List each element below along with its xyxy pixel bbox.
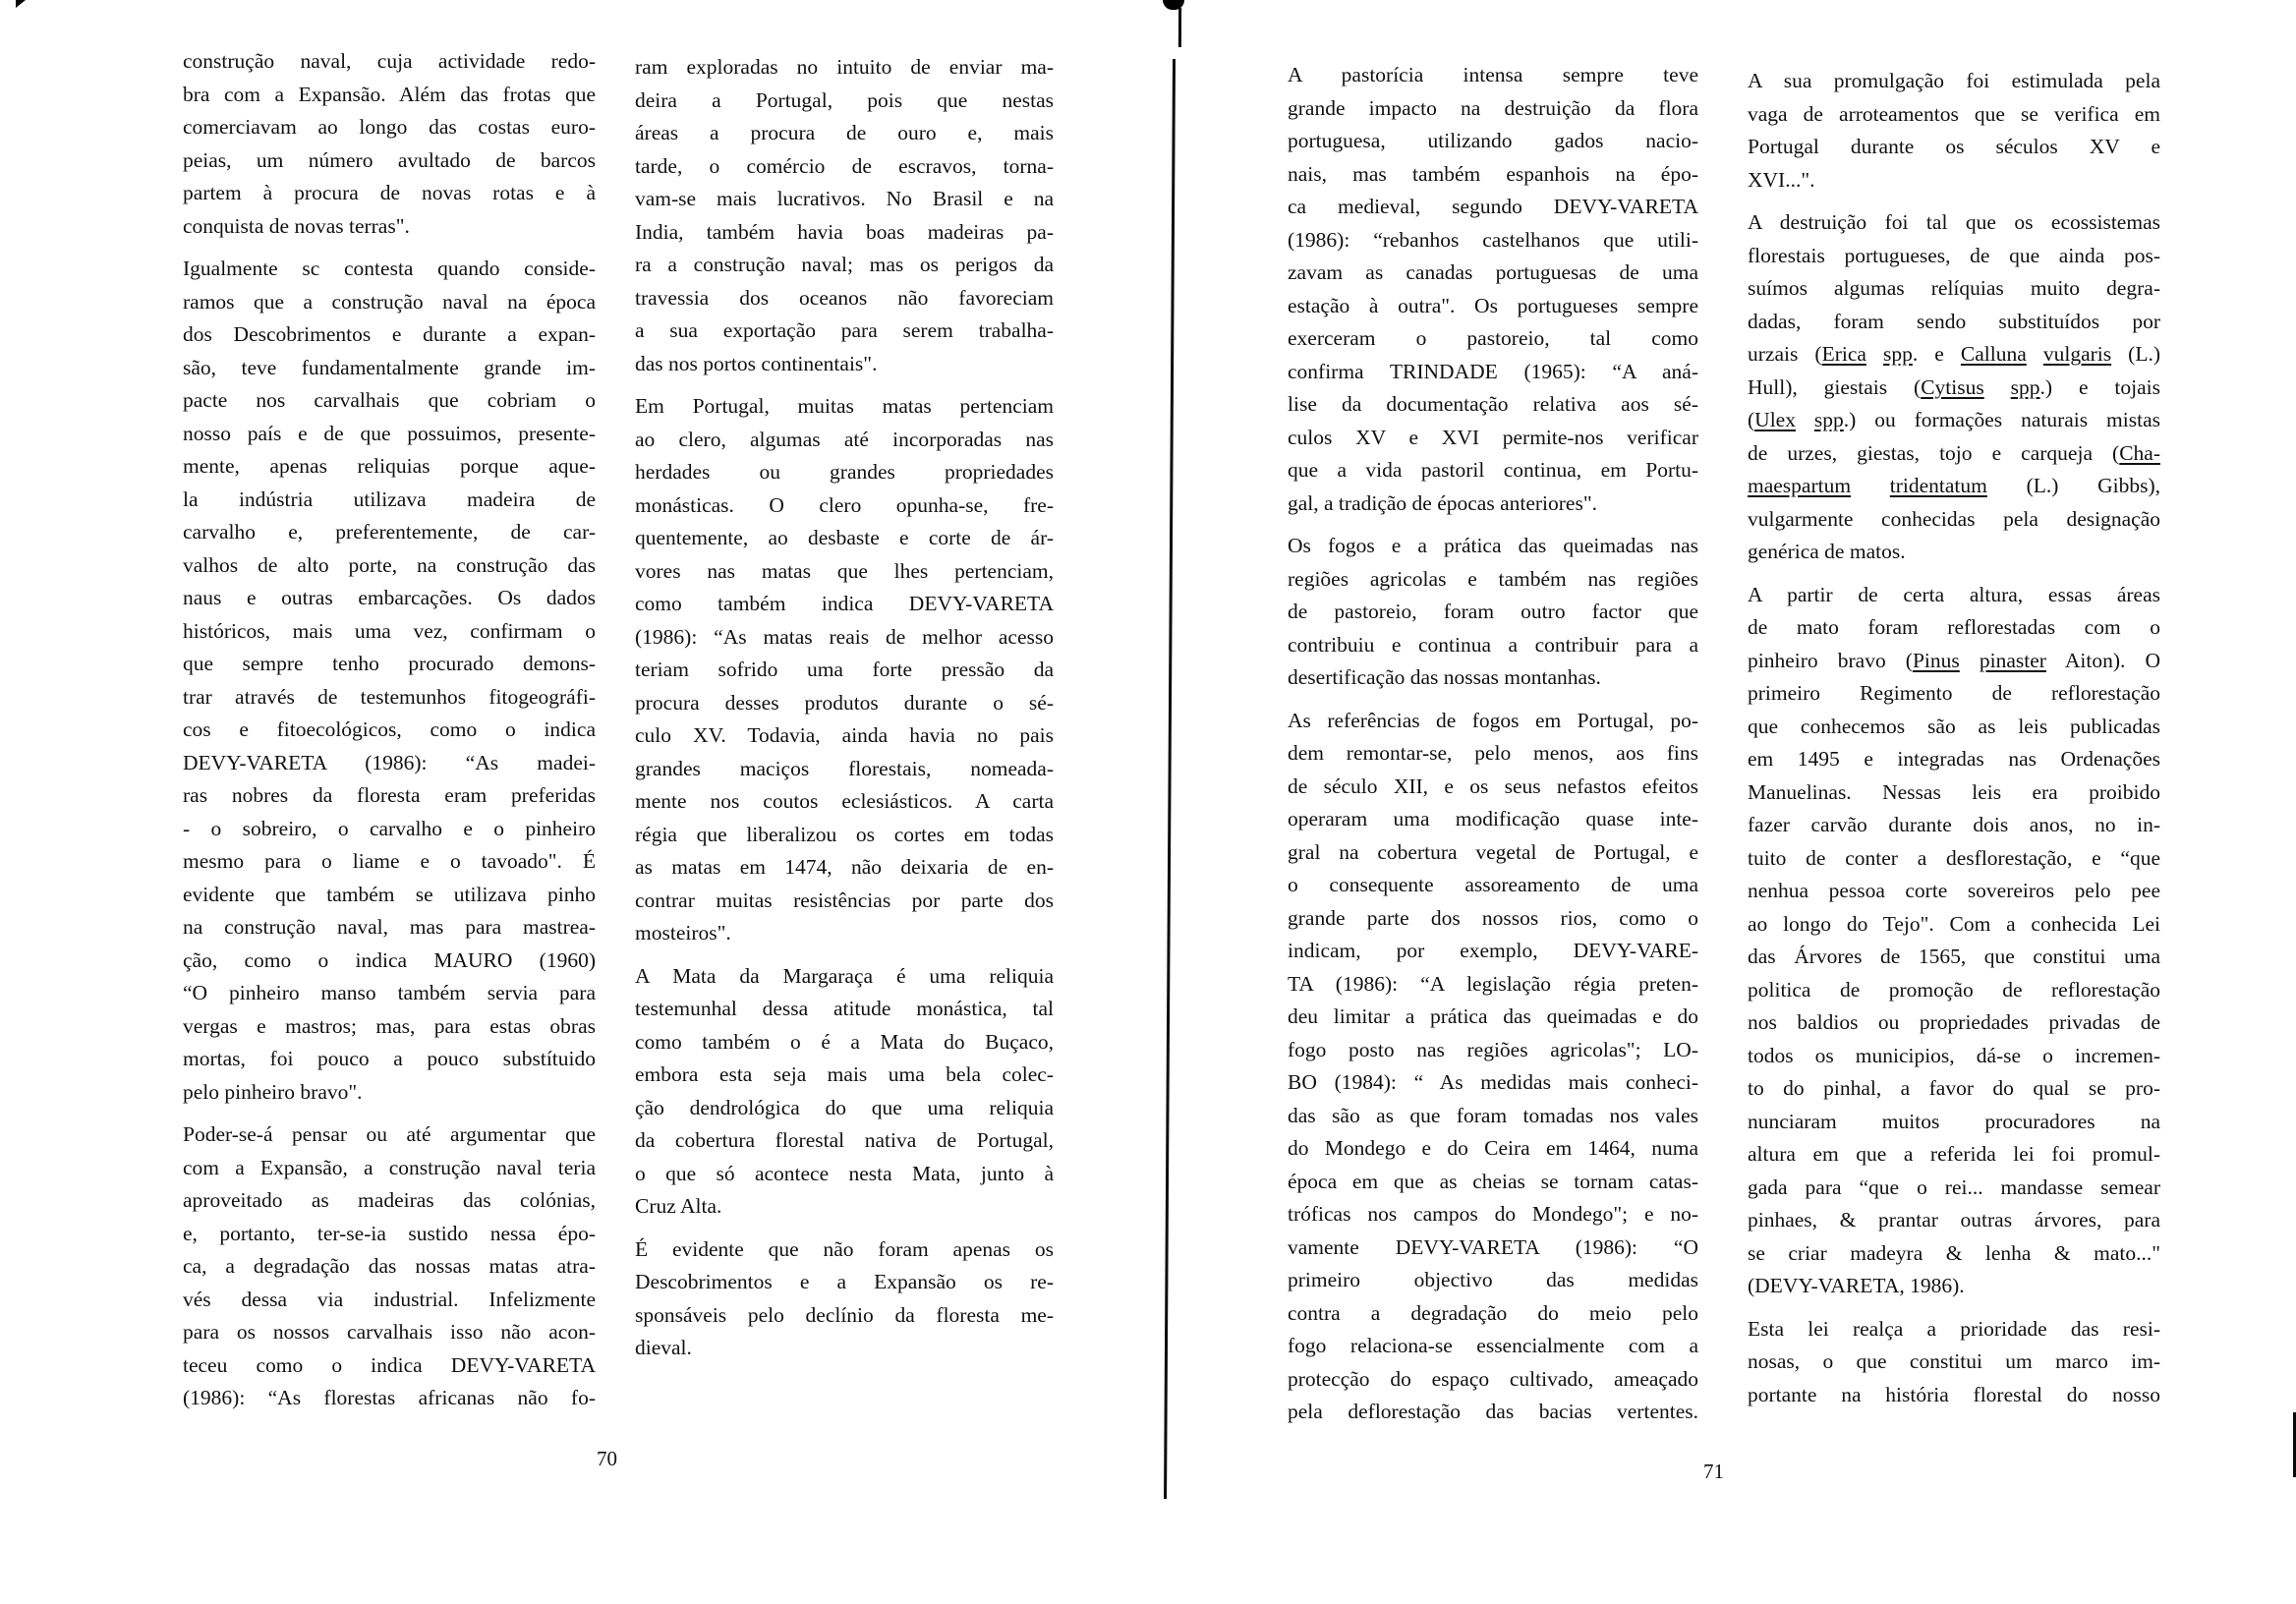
text-line: pelo pinheiro bravo". [183,1079,363,1104]
text-line: operaram uma modificação quase inte- [1288,807,1698,831]
text-line: cos e fitoecológicos, como o indica [183,717,596,741]
text-line: DEVY-VARETA (1986): “As madei- [183,750,596,774]
text-line: regiões agricolas e também nas regiões [1288,566,1698,591]
text-line: régia que liberalizou os cortes em todas [635,822,1054,846]
text-line: estação à outra". Os portugueses sempre [1288,293,1698,317]
text-line: grande impacto na destruição da flora [1288,95,1698,120]
text-line: desertificação das nossas montanhas. [1288,665,1601,689]
text-line: ção, como o indica MAURO (1960) [183,947,596,972]
text-line: que sempre tenho procurado demons- [183,652,596,675]
text-line: contrar muitas resistências por parte dos [635,888,1054,912]
text-line: nunciaram muitos procuradores na [1748,1109,2160,1133]
scientific-name: vulgaris [2042,342,2112,366]
text-line: ras nobres da floresta eram preferidas [183,783,596,807]
text-line: contra a degradação do meio pelo [1288,1300,1698,1325]
right-page [1179,0,2296,1604]
text-line: nos baldios ou propriedades privadas de [1748,1010,2160,1034]
text-line: se criar madeyra & lenha & mato..." [1748,1240,2160,1265]
text-line: como também o é a Mata do Buçaco, [635,1029,1054,1054]
text-line: peias, um número avultado de barcos [183,147,596,172]
text-line: to do pinhal, a favor do qual se pro- [1748,1076,2160,1100]
scientific-name: pinaster [1979,648,2046,672]
text-line: pacte nos carvalhais que cobriam o [183,388,596,412]
paragraph [1748,65,2160,197]
text-line: de urzes, giestas, tojo e carqueja (Cha- [1748,440,2160,465]
paragraph [1748,206,2160,569]
text-line: exerceram o pastoreio, tal como [1288,326,1698,350]
text-line: maespartum tridentatum (L.) Gibbs), [1748,474,2160,497]
text-line: A pastorícia intensa sempre teve [1288,63,1698,86]
text-line: na construção naval, mas para mastrea- [183,915,596,939]
text-line: culo XV. Todavia, ainda havia no pais [635,723,1054,747]
scientific-name: Erica [1821,342,1866,366]
text-line: travessia dos oceanos não favoreciam [635,285,1054,310]
text-line: (1986): “As florestas africanas não fo- [183,1386,596,1409]
text-line: deira a Portugal, pois que nestas [635,87,1054,112]
page-number-left: 70 [597,1447,617,1470]
text-line: As referências de fogos em Portugal, po- [1288,708,1698,732]
paragraph [635,1233,1054,1365]
text-line: confirma TRINDADE (1965): “A aná- [1288,359,1698,383]
text-line: vam-se mais lucrativos. No Brasil e na [635,187,1054,210]
paragraph [635,51,1054,380]
text-line: a sua exportação para serem trabalha- [635,318,1054,342]
text-line: A Mata da Margaraça é uma reliquia [635,963,1054,988]
text-line: Igualmente sc contesta quando conside- [183,257,596,280]
text-line: zavam as canadas portuguesas de uma [1288,260,1698,284]
text-line: pinheiro bravo (Pinus pinaster Aiton). O [1748,648,2161,672]
text-line: testemunhal dessa atitude monástica, tal [635,997,1054,1020]
scientific-name: spp [1813,408,1844,431]
text-line: urzais (Erica spp. e Calluna vulgaris (L.) [1748,342,2161,366]
text-line: portante na história florestal do nosso [1748,1382,2160,1406]
text-line: Esta lei realça a prioridade das resi- [1748,1316,2160,1341]
text-line: florestais portugueses, de que ainda pos- [1748,243,2160,267]
left-page-column-2 [635,51,1054,1375]
text-line: vores nas matas que lhes pertenciam, [635,558,1054,583]
text-line: são, teve fundamentalmente grande im- [183,355,596,379]
text-line: quentemente, ao desbaste e corte de ár- [635,526,1054,549]
text-line: e, portanto, ter-se-ia sustido nessa épo- [183,1221,596,1245]
paragraph [183,253,596,1109]
paragraph [1748,579,2160,1303]
text-line: trar através de testemunhos fitogeográfi- [183,684,596,709]
text-line: nenhua pessoa corte sovereiros pelo pee [1748,879,2160,902]
text-line: da cobertura florestal nativa de Portugal, [635,1128,1054,1152]
text-line: gal, a tradição de épocas anteriores". [1288,490,1597,515]
paragraph [1748,1313,2160,1412]
text-line: A destruição foi tal que os ecossistemas [1748,210,2160,234]
text-line: como também indica DEVY-VARETA [635,592,1054,615]
text-line: lise da documentação relativa aos sé- [1288,392,1698,416]
scientific-name: Cha- [2119,440,2160,465]
page-number-right: 71 [1703,1460,1724,1483]
text-line: de mato foram reflorestadas com o [1748,615,2160,639]
paragraph [1288,705,1698,1429]
text-line: áreas a procura de ouro e, mais [635,121,1054,144]
text-line: herdades ou grandes propriedades [635,460,1054,484]
text-line: naus e outras embarcações. Os dados [183,586,596,609]
text-line: ram exploradas no intuito de enviar ma- [635,55,1054,79]
text-line: contribuiu e continua a contribuir para a [1288,632,1698,657]
text-line: nosas, o que constitui um marco im- [1748,1349,2160,1373]
text-line: dem remontar-se, pelo menos, aos fins [1288,741,1698,765]
text-line: primeiro Regimento de reflorestação [1748,681,2160,705]
right-page-column-1 [1288,59,1698,1439]
scientific-name: spp [1882,342,1913,366]
text-line: nosso país e de que possuimos, presente- [183,421,596,445]
text-line: mortas, foi pouco a pouco substítuido [183,1047,596,1070]
text-line: ra a construção naval; mas os perigos da [635,253,1054,276]
text-line: das nos portos continentais". [635,351,878,375]
text-line: suímos algumas relíquias muito degra- [1748,276,2160,300]
text-line: dadas, foram sendo substituídos por [1748,309,2160,333]
scientific-name: tridentatum [1889,474,1987,497]
text-line: deu limitar a prática das queimadas e do [1288,1004,1698,1028]
text-line: indicam, por exemplo, DEVY-VARE- [1288,939,1698,962]
scientific-name: Calluna [1960,342,2027,366]
text-line: que conhecemos são as leis publicadas [1748,714,2160,738]
text-line: A partir de certa altura, essas áreas [1748,582,2160,606]
text-line: (DEVY-VARETA, 1986). [1748,1274,1965,1297]
text-line: “O pinheiro manso também servia para [183,981,596,1004]
text-line: mente, apenas reliquias porque aque- [183,454,596,478]
text-line: (Ulex spp.) ou formações naturais mistas [1748,408,2161,431]
text-line: teriam sofrido uma forte pressão da [635,658,1054,681]
left-page-column-1 [183,45,596,1425]
text-line: altura em que a referida lei foi promul- [1748,1142,2160,1166]
text-line: Hull), giestais (Cytisus spp.) e tojais [1748,374,2160,399]
text-line: la indústria utilizava madeira de [183,487,596,511]
text-line: de pastoreio, foram outro factor que [1288,600,1698,623]
text-line: É evidente que não foram apenas os [635,1236,1054,1261]
text-line: fogo posto nas regiões agricolas"; LO- [1288,1037,1698,1061]
text-line: de século XII, e os seus nefastos efeitos [1288,773,1698,798]
text-line: dieval. [635,1336,692,1359]
text-line: vergas e mastros; mas, para estas obras [183,1013,596,1038]
scientific-name: Cytisus [1921,374,1984,399]
text-line: TA (1986): “A legislação régia preten- [1288,971,1698,996]
text-line: bra com a Expansão. Além das frotas que [183,82,596,106]
text-line: ção dendrológica do que uma reliquia [635,1095,1054,1119]
text-line: embora esta seja mais uma bela colec- [635,1062,1054,1086]
paragraph [183,1118,596,1415]
text-line: valhos de alto porte, na construção das [183,552,596,577]
text-line: procura desses produtos durante o sé- [635,690,1054,715]
text-line: A sua promulgação foi estimulada pela [1748,69,2160,92]
text-line: politica de promoção de reflorestação [1748,977,2160,1002]
text-line: o consequente assoreamento de uma [1288,873,1698,896]
text-line: das são as que foram tomadas nos vales [1288,1103,1698,1127]
text-line: fazer carvão durante dois anos, no in- [1748,813,2160,836]
text-line: culos XV e XVI permite-nos verificar [1288,425,1698,449]
text-line: grandes maciços florestais, nomeada- [635,756,1054,780]
scientific-name: Pinus [1912,648,1960,672]
text-line: monásticas. O clero opunha-se, fre- [635,492,1054,517]
text-line: portuguesa, utilizando gados nacio- [1288,129,1698,152]
text-line: Manuelinas. Nessas leis era proibido [1748,779,2160,804]
text-line: todos os municipios, dá-se o incremen- [1748,1043,2160,1067]
text-line: XVI...". [1748,167,1815,192]
text-line: tuito de conter a desflorestação, e “que [1748,845,2160,870]
text-line: ramos que a construção naval na época [183,289,596,314]
text-line: do Mondego e do Ceira em 1464, numa [1288,1136,1698,1160]
text-line: BO (1984): “ As medidas mais conheci- [1288,1070,1698,1094]
paragraph [635,960,1054,1224]
text-line: ao longo do Tejo". Com a conhecida Lei [1748,911,2160,936]
text-line: época em que as cheias se tornam catas- [1288,1169,1698,1193]
text-line: tróficas nos campos do Mondego"; e no- [1288,1202,1698,1226]
text-line: partem à procura de novas rotas e à [183,181,596,204]
text-line: as matas em 1474, não deixaria de en- [635,855,1054,879]
text-line: India, também havia boas madeiras pa- [635,219,1054,244]
text-line: em 1495 e integradas nas Ordenações [1748,747,2160,771]
paragraph [1288,530,1698,695]
scientific-name: spp [2010,374,2040,399]
text-line: (1986): “As matas reais de melhor acesso [635,624,1054,649]
text-line: conquista de novas terras". [183,213,410,238]
text-line: ca, a degradação das nossas matas atra- [183,1254,596,1278]
text-line: protecção do espaço cultivado, ameaçado [1288,1366,1698,1391]
text-line: vamente DEVY-VARETA (1986): “O [1288,1234,1698,1259]
text-line: mosteiros". [635,921,731,945]
text-line: fogo relaciona-se essencialmente com a [1288,1334,1698,1357]
text-line: ca medieval, segundo DEVY-VARETA [1288,195,1698,218]
text-line: primeiro objectivo das medidas [1288,1268,1698,1291]
text-line: pinhaes, & prantar outras árvores, para [1748,1208,2160,1232]
text-line: aproveitado as madeiras das colónias, [183,1188,596,1212]
scientific-name: maespartum [1748,474,1852,497]
text-line: carvalho e, preferentemente, de car- [183,520,596,544]
text-line: Portugal durante os séculos XV e [1748,135,2160,158]
text-line: vaga de arroteamentos que se verifica em [1748,101,2160,126]
text-line: das Árvores de 1565, que constitui uma [1748,945,2160,968]
text-line: que a vida pastoril continua, em Portu- [1288,458,1698,482]
text-line: genérica de matos. [1748,540,1906,563]
text-line: Poder-se-á pensar ou até argumentar que [183,1122,596,1146]
right-page-column-2 [1748,65,2160,1421]
text-line: gada para “que o rei... mandasse semear [1748,1174,2160,1199]
text-line: vulgarmente conhecidas pela designação [1748,506,2160,531]
text-line: Em Portugal, muitas matas pertenciam [635,394,1054,418]
text-line: nais, mas também espanhois na épo- [1288,161,1698,186]
text-line: tarde, o comércio de escravos, torna- [635,153,1054,178]
text-line: sponsáveis pelo declínio da floresta me- [635,1302,1054,1327]
text-line: Os fogos e a prática das queimadas nas [1288,534,1698,557]
text-line: (1986): “rebanhos castelhanos que utili- [1288,227,1698,252]
text-line: construção naval, cuja actividade redo- [183,49,596,73]
text-line: - o sobreiro, o carvalho e o pinheiro [183,816,596,840]
text-line: mesmo para o liame e o tavoado". É [183,849,596,873]
text-line: Descobrimentos e a Expansão os re- [635,1270,1054,1293]
scientific-name: Ulex [1754,408,1796,431]
text-line: comerciavam ao longo das costas euro- [183,115,596,139]
text-line: vés dessa via industrial. Infelizmente [183,1287,596,1311]
text-line: dos Descobrimentos e durante a expan- [183,322,596,346]
text-line: teceu como o indica DEVY-VARETA [183,1352,596,1377]
text-line: para os nossos carvalhais isso não acon- [183,1320,596,1344]
paragraph [183,45,596,243]
text-line: históricos, mais uma vez, confirmam o [183,618,596,643]
paragraph [635,390,1054,950]
text-line: pela deflorestação das bacias vertentes. [1288,1400,1698,1423]
text-line: ao clero, algumas até incorporadas nas [635,427,1054,451]
text-line: com a Expansão, a construção naval teria [183,1155,596,1179]
text-line: grande parte dos nossos rios, como o [1288,905,1698,930]
text-line: gral na cobertura vegetal de Portugal, e [1288,839,1698,864]
text-line: o que só acontece nesta Mata, junto à [635,1161,1054,1185]
text-line: Cruz Alta. [635,1194,722,1218]
text-line: evidente que também se utilizava pinho [183,882,596,906]
paragraph [1288,59,1698,520]
text-line: mente nos coutos eclesiásticos. A carta [635,789,1054,813]
